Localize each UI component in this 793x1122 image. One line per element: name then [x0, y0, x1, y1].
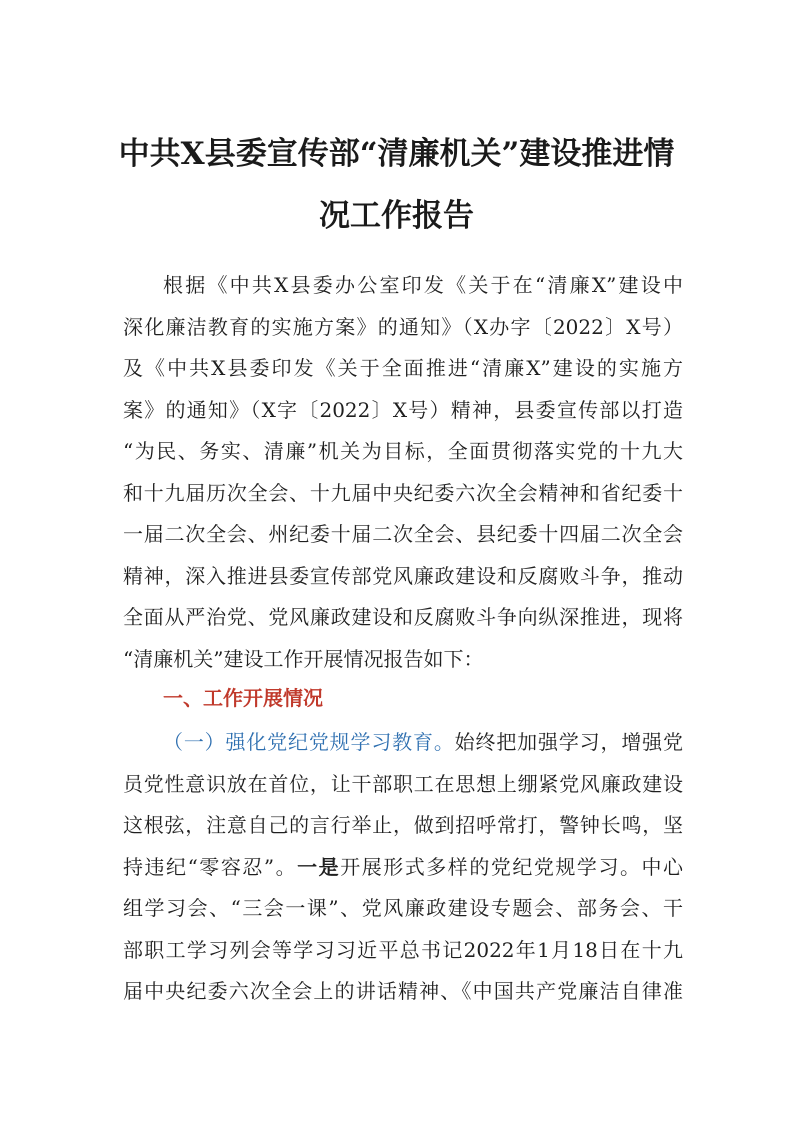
- subsection-line: 部职工学习列会等学习习近平总书记2022年1月18日在十九: [123, 937, 683, 962]
- intro-line: 案》的通知》（X字〔2022〕X号）精神，县委宣传部以打造: [123, 397, 683, 422]
- section-heading: 一、工作开展情况: [163, 686, 323, 710]
- intro-line: 全面从严治党、党风廉政建设和反腐败斗争向纵深推进，现将: [123, 605, 683, 629]
- intro-line: “为民、务实、清廉”机关为目标，全面贯彻落实党的十九大: [123, 439, 683, 463]
- intro-line: “清廉机关”建设工作开展情况报告如下：: [123, 646, 484, 671]
- intro-line: 和十九届历次全会、十九届中央纪委六次全会精神和省纪委十: [123, 480, 683, 505]
- intro-line: 精神，深入推进县委宣传部党风廉政建设和反腐败斗争，推动: [123, 563, 683, 588]
- intro-line: 根据《中共X县委办公室印发《关于在“清廉X”建设中: [163, 273, 683, 297]
- enumeration-marker: 一是: [297, 854, 341, 879]
- subsection-heading: （一）强化党纪党规学习教育。: [163, 730, 455, 754]
- intro-line: 深化廉洁教育的实施方案》的通知》（X办字〔2022〕X号）: [123, 314, 683, 339]
- subsection-line: 员党性意识放在首位，让干部职工在思想上绷紧党风廉政建设: [123, 771, 683, 796]
- subsection-text: 开展形式多样的党纪党规学习。中心: [340, 854, 684, 879]
- subsection-line: 组学习会、“三会一课”、党风廉政建设专题会、部务会、干: [123, 896, 683, 920]
- intro-line: 一届二次全会、州纪委十届二次全会、县纪委十四届二次全会: [123, 522, 683, 546]
- subsection-paragraph: [123, 722, 683, 1013]
- document-title-line-1: 中共X县委宣传部“清廉机关”建设推进情: [118, 136, 675, 172]
- intro-paragraph: [123, 265, 683, 680]
- intro-line: 及《中共X县委印发《关于全面推进“清廉X”建设的实施方: [123, 356, 683, 380]
- subsection-line: 届中央纪委六次全会上的讲话精神、《中国共产党廉洁自律准: [123, 979, 683, 1003]
- subsection-first-line: [123, 722, 683, 764]
- document-title-line-2: 况工作报告: [319, 198, 474, 234]
- subsection-line: [123, 847, 683, 889]
- subsection-line: 这根弦，注意自己的言行举止，做到招呼常打，警钟长鸣，坚: [123, 813, 683, 837]
- subsection-text: 持违纪“零容忍”。: [123, 854, 298, 879]
- subsection-text: 始终把加强学习，增强党: [454, 730, 684, 754]
